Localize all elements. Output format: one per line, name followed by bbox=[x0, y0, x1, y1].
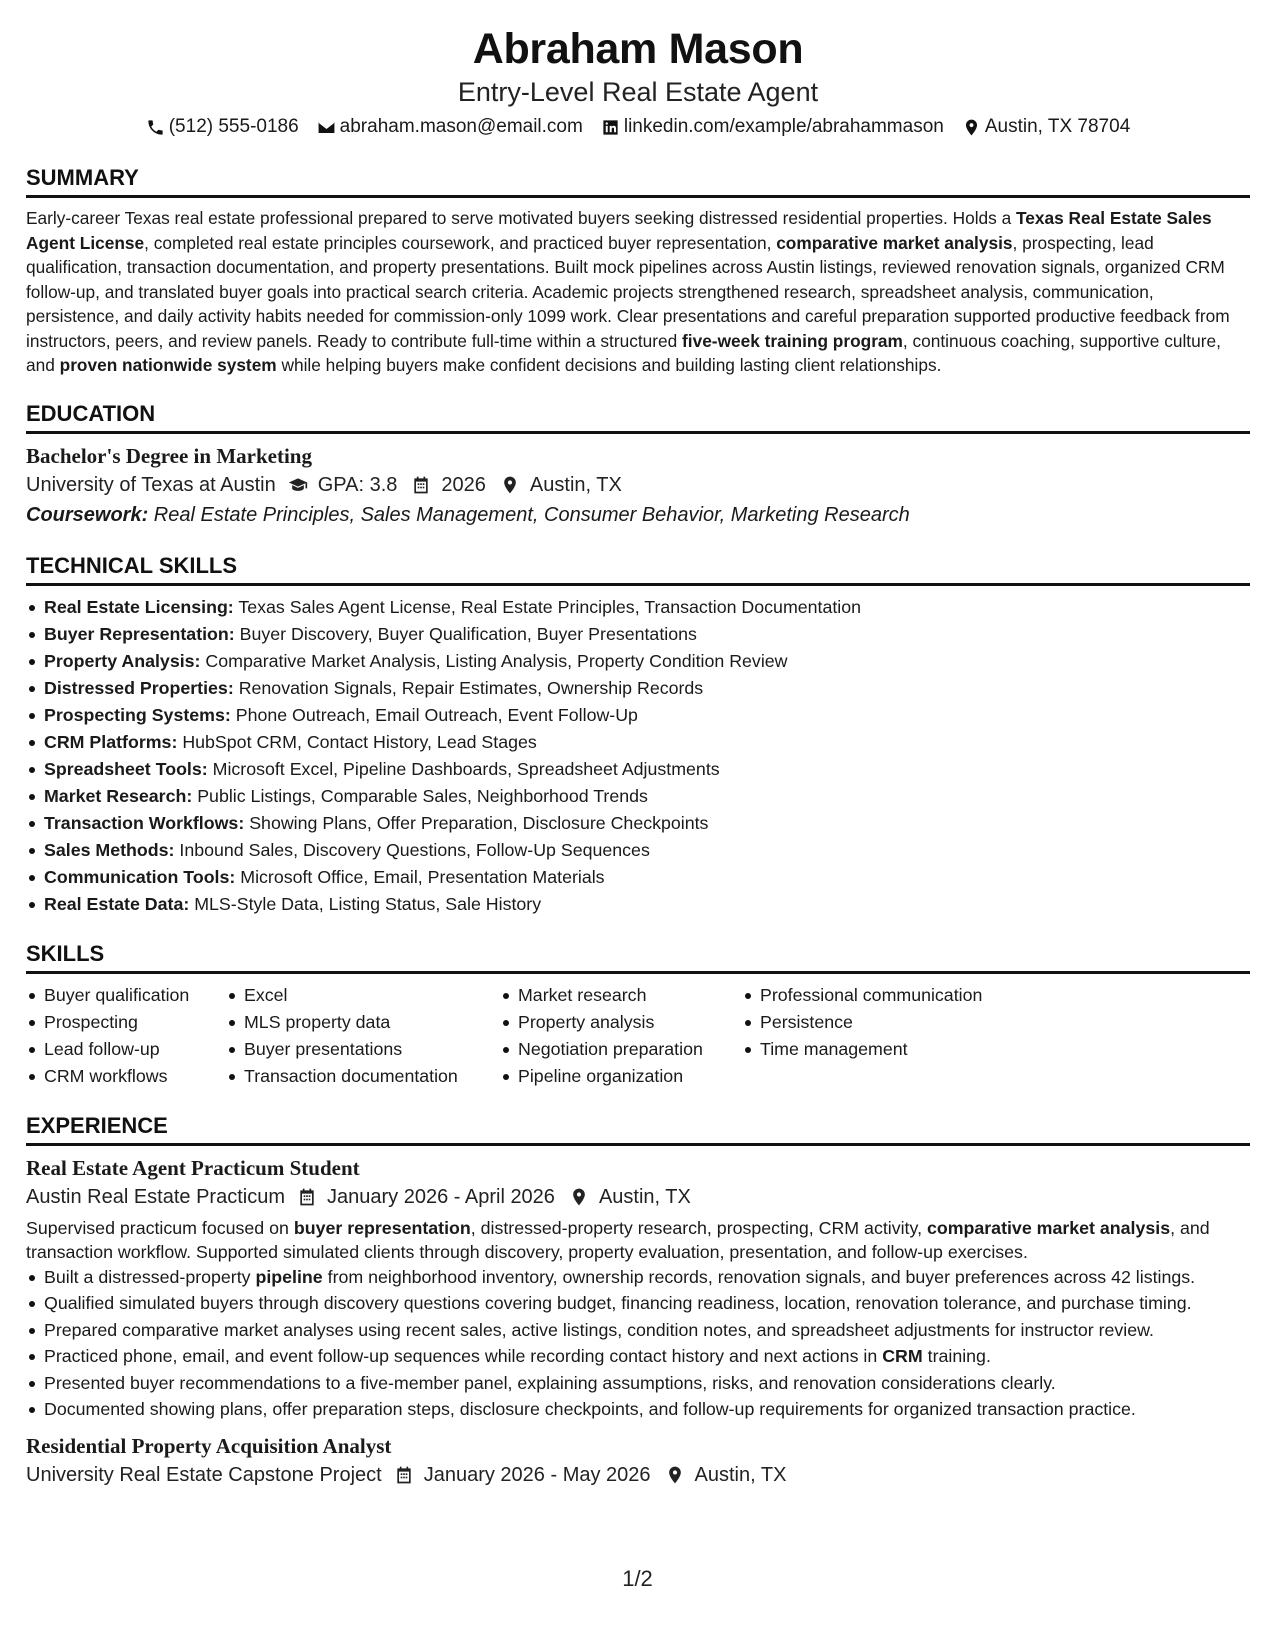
skills-column bbox=[26, 982, 226, 1090]
degree-name: Bachelor's Degree in Marketing bbox=[26, 443, 312, 468]
map-pin-icon bbox=[665, 1465, 685, 1485]
map-pin-icon bbox=[962, 118, 981, 137]
list-item: Buyer Representation: Buyer Discovery, Buyer Qualification, Buyer Presentations bbox=[26, 621, 1250, 648]
list-item: Built a distressed-property pipeline from neighborhood inventory, ownership records, renovation signals, and buyer preferences across 42 listings. bbox=[26, 1265, 1250, 1290]
list-item: Time management bbox=[742, 1036, 1042, 1063]
job-org: Austin Real Estate Practicum bbox=[26, 1185, 285, 1208]
location-text: Austin, TX 78704 bbox=[984, 116, 1131, 137]
list-item: Prospecting bbox=[26, 1009, 226, 1036]
job-dates: January 2026 - April 2026 bbox=[327, 1185, 555, 1208]
school-name: University of Texas at Austin bbox=[26, 473, 276, 496]
envelope-icon bbox=[317, 118, 336, 137]
contact-linkedin[interactable] bbox=[601, 112, 944, 142]
section-divider bbox=[26, 431, 1250, 434]
list-item: Pipeline organization bbox=[500, 1063, 742, 1090]
list-item: Distressed Properties: Renovation Signals, Repair Estimates, Ownership Records bbox=[26, 675, 1250, 702]
list-item: Professional communication bbox=[742, 982, 1042, 1009]
job-meta bbox=[26, 1182, 1250, 1212]
job-dates: January 2026 - May 2026 bbox=[423, 1463, 651, 1486]
list-item: Negotiation preparation bbox=[500, 1036, 742, 1063]
calendar-icon bbox=[297, 1187, 317, 1207]
job-title: Residential Property Acquisition Analyst bbox=[26, 1433, 392, 1458]
gpa-text: GPA: 3.8 bbox=[317, 473, 398, 496]
technical-skills-heading: TECHNICAL SKILLS bbox=[26, 552, 238, 578]
candidate-name: Abraham Mason bbox=[472, 25, 804, 73]
list-item: Spreadsheet Tools: Microsoft Excel, Pipeline Dashboards, Spreadsheet Adjustments bbox=[26, 756, 1250, 783]
section-divider bbox=[26, 971, 1250, 974]
list-item: CRM Platforms: HubSpot CRM, Contact History, Lead Stages bbox=[26, 729, 1250, 756]
summary-heading: SUMMARY bbox=[26, 165, 139, 190]
list-item: Documented showing plans, offer preparation steps, disclosure checkpoints, and follow-up requirements for organized transaction practice. bbox=[26, 1397, 1250, 1422]
list-item: CRM workflows bbox=[26, 1063, 226, 1090]
technical-skills-list bbox=[26, 594, 1250, 918]
list-item: Prepared comparative market analyses using recent sales, active listings, condition notes, and spreadsheet adjustments for instructor review. bbox=[26, 1318, 1250, 1343]
section-divider bbox=[26, 583, 1250, 586]
resume-page bbox=[26, 22, 1250, 1490]
list-item: Excel bbox=[226, 982, 500, 1009]
skills-column bbox=[226, 982, 500, 1090]
experience-heading: EXPERIENCE bbox=[26, 1112, 168, 1138]
email-text[interactable]: abraham.mason@email.com bbox=[339, 116, 583, 137]
linkedin-text[interactable]: linkedin.com/example/abrahammason bbox=[623, 116, 944, 137]
skills-column bbox=[742, 982, 1042, 1090]
list-item: Market Research: Public Listings, Comparable Sales, Neighborhood Trends bbox=[26, 783, 1250, 810]
coursework-line: Coursework: Real Estate Principles, Sales Management, Consumer Behavior, Marketing Research bbox=[26, 503, 910, 526]
phone-text: (512) 555-0186 bbox=[168, 116, 299, 137]
list-item: Property Analysis: Comparative Market Analysis, Listing Analysis, Property Condition Review bbox=[26, 648, 1250, 675]
phone-icon bbox=[146, 118, 165, 137]
resume-header bbox=[26, 22, 1250, 142]
list-item: Real Estate Data: MLS-Style Data, Listing Status, Sale History bbox=[26, 891, 1250, 918]
list-item: MLS property data bbox=[226, 1009, 500, 1036]
linkedin-icon bbox=[601, 118, 620, 137]
list-item: Sales Methods: Inbound Sales, Discovery Questions, Follow-Up Sequences bbox=[26, 837, 1250, 864]
job-description: Supervised practicum focused on buyer representation, distressed-property research, prospecting, CRM activity, comparative market analysis, and transaction workflow. Supported simulated clients through discovery, property evaluation, presentation, and follow-up exercises. bbox=[26, 1217, 1210, 1262]
school-location: Austin, TX bbox=[529, 473, 622, 496]
job-meta bbox=[26, 1460, 1250, 1490]
contact-location bbox=[962, 112, 1130, 142]
list-item: Persistence bbox=[742, 1009, 1042, 1036]
skills-heading: SKILLS bbox=[26, 940, 105, 966]
contact-line bbox=[26, 112, 1250, 142]
list-item: Buyer presentations bbox=[226, 1036, 500, 1063]
list-item: Buyer qualification bbox=[26, 982, 226, 1009]
list-item: Property analysis bbox=[500, 1009, 742, 1036]
graduation-year: 2026 bbox=[441, 473, 486, 496]
list-item: Communication Tools: Microsoft Office, Email, Presentation Materials bbox=[26, 864, 1250, 891]
calendar-icon bbox=[394, 1465, 414, 1485]
contact-email[interactable] bbox=[317, 112, 583, 142]
education-meta bbox=[26, 470, 1250, 500]
job-location: Austin, TX bbox=[694, 1463, 787, 1486]
section-divider bbox=[26, 195, 1250, 198]
list-item: Presented buyer recommendations to a five-member panel, explaining assumptions, risks, and renovation considerations clearly. bbox=[26, 1371, 1250, 1396]
job-bullets bbox=[26, 1265, 1250, 1422]
list-item: Practiced phone, email, and event follow-up sequences while recording contact history and next actions in CRM training. bbox=[26, 1344, 1250, 1369]
map-pin-icon bbox=[500, 475, 520, 495]
job-title: Real Estate Agent Practicum Student bbox=[26, 1155, 360, 1180]
list-item: Qualified simulated buyers through discovery questions covering budget, financing readiness, location, renovation tolerance, and purchase timing. bbox=[26, 1291, 1250, 1316]
candidate-title: Entry-Level Real Estate Agent bbox=[457, 77, 819, 107]
contact-phone bbox=[146, 112, 299, 142]
job-location: Austin, TX bbox=[598, 1185, 691, 1208]
list-item: Transaction Workflows: Showing Plans, Offer Preparation, Disclosure Checkpoints bbox=[26, 810, 1250, 837]
graduation-cap-icon bbox=[288, 475, 308, 495]
list-item: Prospecting Systems: Phone Outreach, Email Outreach, Event Follow-Up bbox=[26, 702, 1250, 729]
section-divider bbox=[26, 1143, 1250, 1146]
calendar-icon bbox=[411, 475, 431, 495]
job-org: University Real Estate Capstone Project bbox=[26, 1463, 382, 1486]
list-item: Transaction documentation bbox=[226, 1063, 500, 1090]
list-item: Real Estate Licensing: Texas Sales Agent License, Real Estate Principles, Transaction Documentation bbox=[26, 594, 1250, 621]
skills-grid bbox=[26, 982, 1250, 1090]
skills-column bbox=[500, 982, 742, 1090]
list-item: Lead follow-up bbox=[26, 1036, 226, 1063]
map-pin-icon bbox=[569, 1187, 589, 1207]
summary-paragraph: Early-career Texas real estate professional prepared to serve motivated buyers seeking distressed residential properties. Holds a Texas Real Estate Sales Agent License, completed real estate principles coursework, and practiced buyer representation, comparative market analysis, prospecting, lead qualification, transaction documentation, and property presentations. Built mock pipelines across Austin listings, reviewed renovation signals, organized CRM follow-up, and translated buyer goals into practical search criteria. Academic projects strengthened research, spreadsheet analysis, communication, persistence, and daily activity habits needed for commission-only 1099 work. Clear presentations and careful preparation supported productive feedback from instructors, peers, and review panels. Ready to contribute full-time within a structured five-week training program, continuous coaching, supportive culture, and proven nationwide system while helping buyers make confident decisions and building lasting client relationships. bbox=[26, 208, 1230, 375]
education-heading: EDUCATION bbox=[26, 400, 156, 426]
list-item: Market research bbox=[500, 982, 742, 1009]
page-number: 1/2 bbox=[622, 1566, 653, 1591]
